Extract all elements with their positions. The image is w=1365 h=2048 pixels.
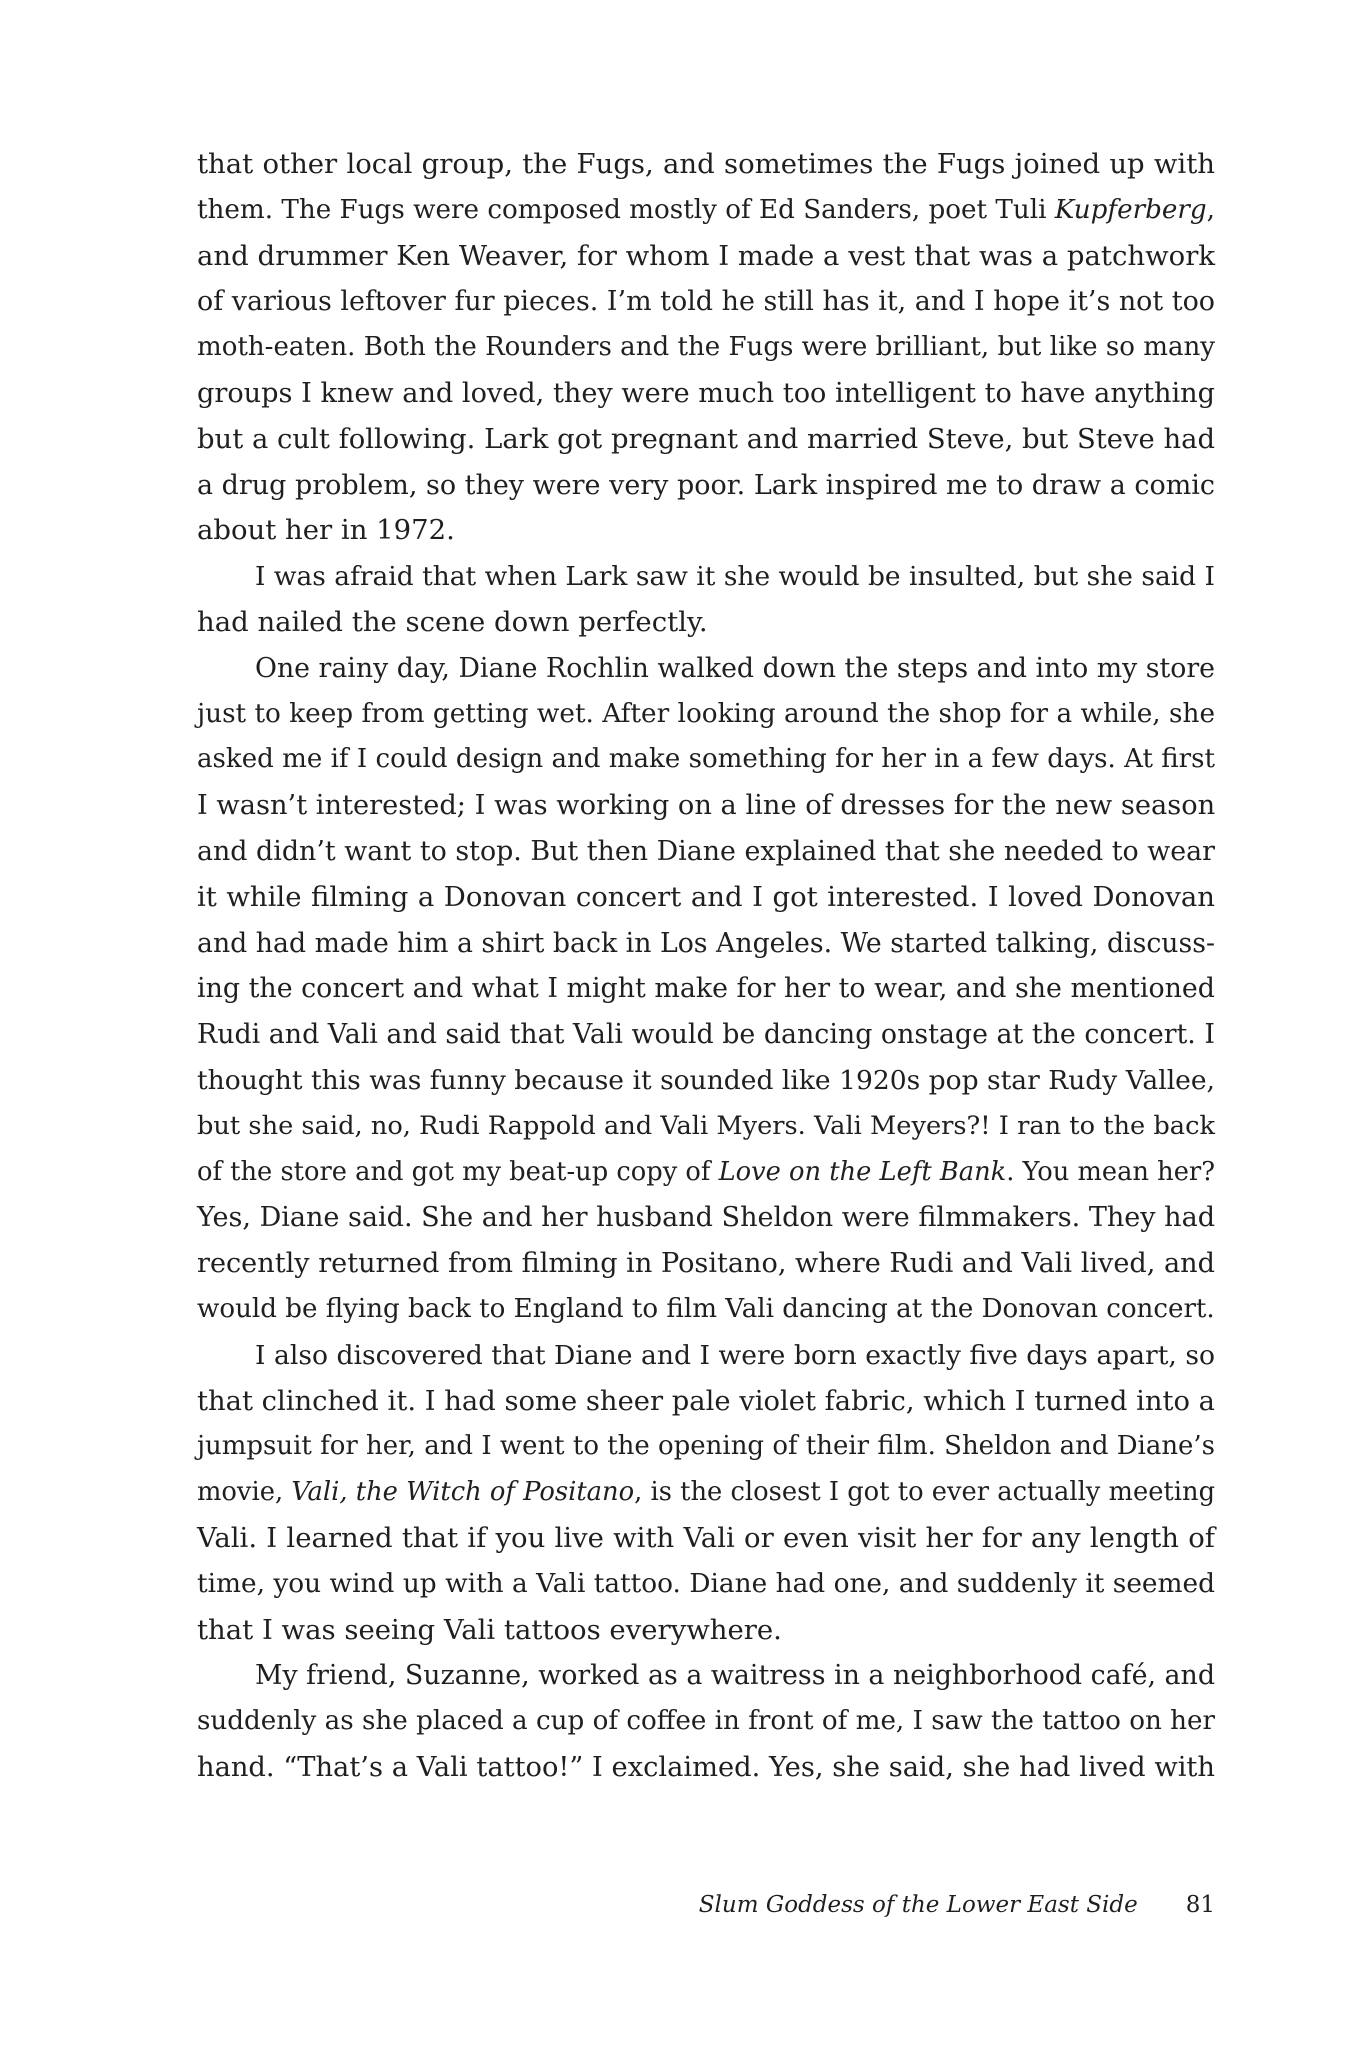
text-run: moth-eaten. Both the Rounders and the Fugs were brilliant, but like so many bbox=[197, 332, 1215, 363]
text-line bbox=[197, 142, 1215, 188]
paragraph bbox=[197, 142, 1215, 554]
text-run: movie, bbox=[197, 1477, 292, 1508]
text-line bbox=[197, 1150, 1215, 1196]
text-line bbox=[197, 1333, 1215, 1379]
text-line bbox=[197, 737, 1215, 783]
text-run: . You mean her? bbox=[1006, 1156, 1215, 1187]
text-run: but she said, no, Rudi Rappold and Vali Myers. Vali Meyers?! I ran to the back bbox=[197, 1110, 1215, 1141]
text-line bbox=[197, 1058, 1215, 1104]
text-line bbox=[197, 554, 1215, 600]
text-run: Vali. I learned that if you live with Vali or even visit her for any length of bbox=[197, 1521, 1215, 1554]
text-line bbox=[197, 829, 1215, 875]
text-line bbox=[197, 1516, 1215, 1562]
text-run: about her in 1972. bbox=[197, 514, 455, 547]
page-footer bbox=[699, 1890, 1215, 1920]
text-run: it while filming a Donovan concert and I got interested. I loved Donovan bbox=[197, 880, 1215, 913]
text-run: that I was seeing Vali tattoos everywhere. bbox=[197, 1613, 782, 1646]
text-run: , bbox=[1206, 194, 1215, 225]
text-run: recently returned from filming in Positano, where Rudi and Vali lived, and bbox=[197, 1248, 1215, 1280]
text-run: One rainy day, Diane Rochlin walked down the steps and into my store bbox=[255, 652, 1215, 684]
text-run: hand. “That’s a Vali tattoo!” I exclaimed. Yes, she said, she had lived with bbox=[197, 1751, 1215, 1783]
text-run: My friend, Suzanne, worked as a waitress in a neighborhood café, and bbox=[255, 1660, 1215, 1692]
text-run: , is the closest I got to ever actually meeting bbox=[634, 1477, 1216, 1508]
text-line bbox=[197, 463, 1215, 509]
text-line bbox=[197, 1424, 1215, 1470]
text-line bbox=[197, 1608, 1215, 1654]
paragraph bbox=[197, 646, 1215, 1333]
text-run: Rudi and Vali and said that Vali would be dancing onstage at the concert. I bbox=[197, 1019, 1215, 1051]
text-run: a drug problem, so they were very poor. Lark inspired me to draw a comic bbox=[197, 469, 1215, 501]
text-line bbox=[197, 417, 1215, 463]
text-line bbox=[197, 966, 1215, 1012]
text-line bbox=[197, 1104, 1215, 1150]
paragraph bbox=[197, 554, 1215, 646]
body-text bbox=[197, 142, 1215, 1791]
text-line bbox=[197, 1012, 1215, 1058]
text-run: ing the concert and what I might make for her to wear, and she mentioned bbox=[197, 973, 1215, 1005]
text-run: I also discovered that Diane and I were born exactly five days apart, so bbox=[255, 1339, 1215, 1371]
text-line bbox=[197, 875, 1215, 921]
text-line bbox=[197, 1241, 1215, 1287]
text-line bbox=[197, 1287, 1215, 1333]
text-line bbox=[197, 692, 1215, 738]
text-run: groups I knew and loved, they were much too intelligent to have anything bbox=[197, 377, 1215, 409]
text-run: asked me if I could design and make something for her in a few days. At first bbox=[197, 744, 1215, 775]
text-run: that clinched it. I had some sheer pale violet fabric, which I turned into a bbox=[197, 1385, 1215, 1417]
text-run: of the store and got my beat-up copy of bbox=[197, 1156, 719, 1187]
text-line bbox=[197, 1745, 1215, 1791]
text-line bbox=[197, 1379, 1215, 1425]
italic-title: Vali, the Witch of Positano bbox=[291, 1477, 635, 1508]
text-run: suddenly as she placed a cup of coffee in front of me, I saw the tattoo on her bbox=[197, 1706, 1215, 1737]
text-line bbox=[197, 783, 1215, 829]
text-run: Yes, Diane said. She and her husband Sheldon were filmmakers. They had bbox=[197, 1202, 1215, 1234]
text-line bbox=[197, 1562, 1215, 1608]
text-line bbox=[197, 508, 1215, 554]
text-run: them. The Fugs were composed mostly of Ed Sanders, poet Tuli bbox=[197, 194, 1055, 225]
text-run: I wasn’t interested; I was working on a line of dresses for the new season bbox=[197, 790, 1216, 822]
paragraph bbox=[197, 1653, 1215, 1790]
italic-title: Love on the Left Bank bbox=[718, 1156, 1007, 1187]
text-line bbox=[197, 646, 1215, 692]
text-run: just to keep from getting wet. After looking around the shop for a while, she bbox=[197, 698, 1215, 729]
text-run: had nailed the scene down perfectly. bbox=[197, 605, 708, 638]
text-line bbox=[197, 1699, 1215, 1745]
page-number: 81 bbox=[1185, 1892, 1215, 1918]
text-line bbox=[197, 1195, 1215, 1241]
running-title: Slum Goddess of the Lower East Side bbox=[698, 1892, 1138, 1918]
text-run: but a cult following. Lark got pregnant and married Steve, but Steve had bbox=[197, 423, 1215, 455]
text-line bbox=[197, 279, 1215, 325]
text-run: that other local group, the Fugs, and sometimes the Fugs joined up with bbox=[197, 148, 1215, 180]
text-run: jumpsuit for her, and I went to the opening of their film. Sheldon and Diane’s bbox=[197, 1431, 1215, 1462]
text-line bbox=[197, 188, 1215, 234]
text-line bbox=[197, 371, 1215, 417]
text-line bbox=[197, 325, 1215, 371]
text-line bbox=[197, 600, 1215, 646]
text-run: and drummer Ken Weaver, for whom I made a vest that was a patchwork bbox=[197, 239, 1215, 272]
text-line bbox=[197, 921, 1215, 967]
text-run: of various leftover fur pieces. I’m told he still has it, and I hope it’s not too bbox=[197, 286, 1215, 318]
paragraph bbox=[197, 1333, 1215, 1654]
text-run: time, you wind up with a Vali tattoo. Diane had one, and suddenly it seemed bbox=[197, 1568, 1215, 1599]
italic-title: Kupferberg bbox=[1054, 194, 1207, 225]
text-line bbox=[197, 1470, 1215, 1516]
text-line bbox=[197, 1653, 1215, 1699]
text-run: thought this was funny because it sounded like 1920s pop star Rudy Vallee, bbox=[197, 1064, 1215, 1096]
text-run: would be flying back to England to film Vali dancing at the Donovan concert. bbox=[197, 1293, 1215, 1324]
text-line bbox=[197, 234, 1215, 280]
text-run: I was afraid that when Lark saw it she would be insulted, but she said I bbox=[255, 561, 1215, 593]
text-run: and had made him a shirt back in Los Angeles. We started talking, discuss- bbox=[197, 927, 1215, 959]
text-run: and didn’t want to stop. But then Diane explained that she needed to wear bbox=[197, 835, 1215, 867]
